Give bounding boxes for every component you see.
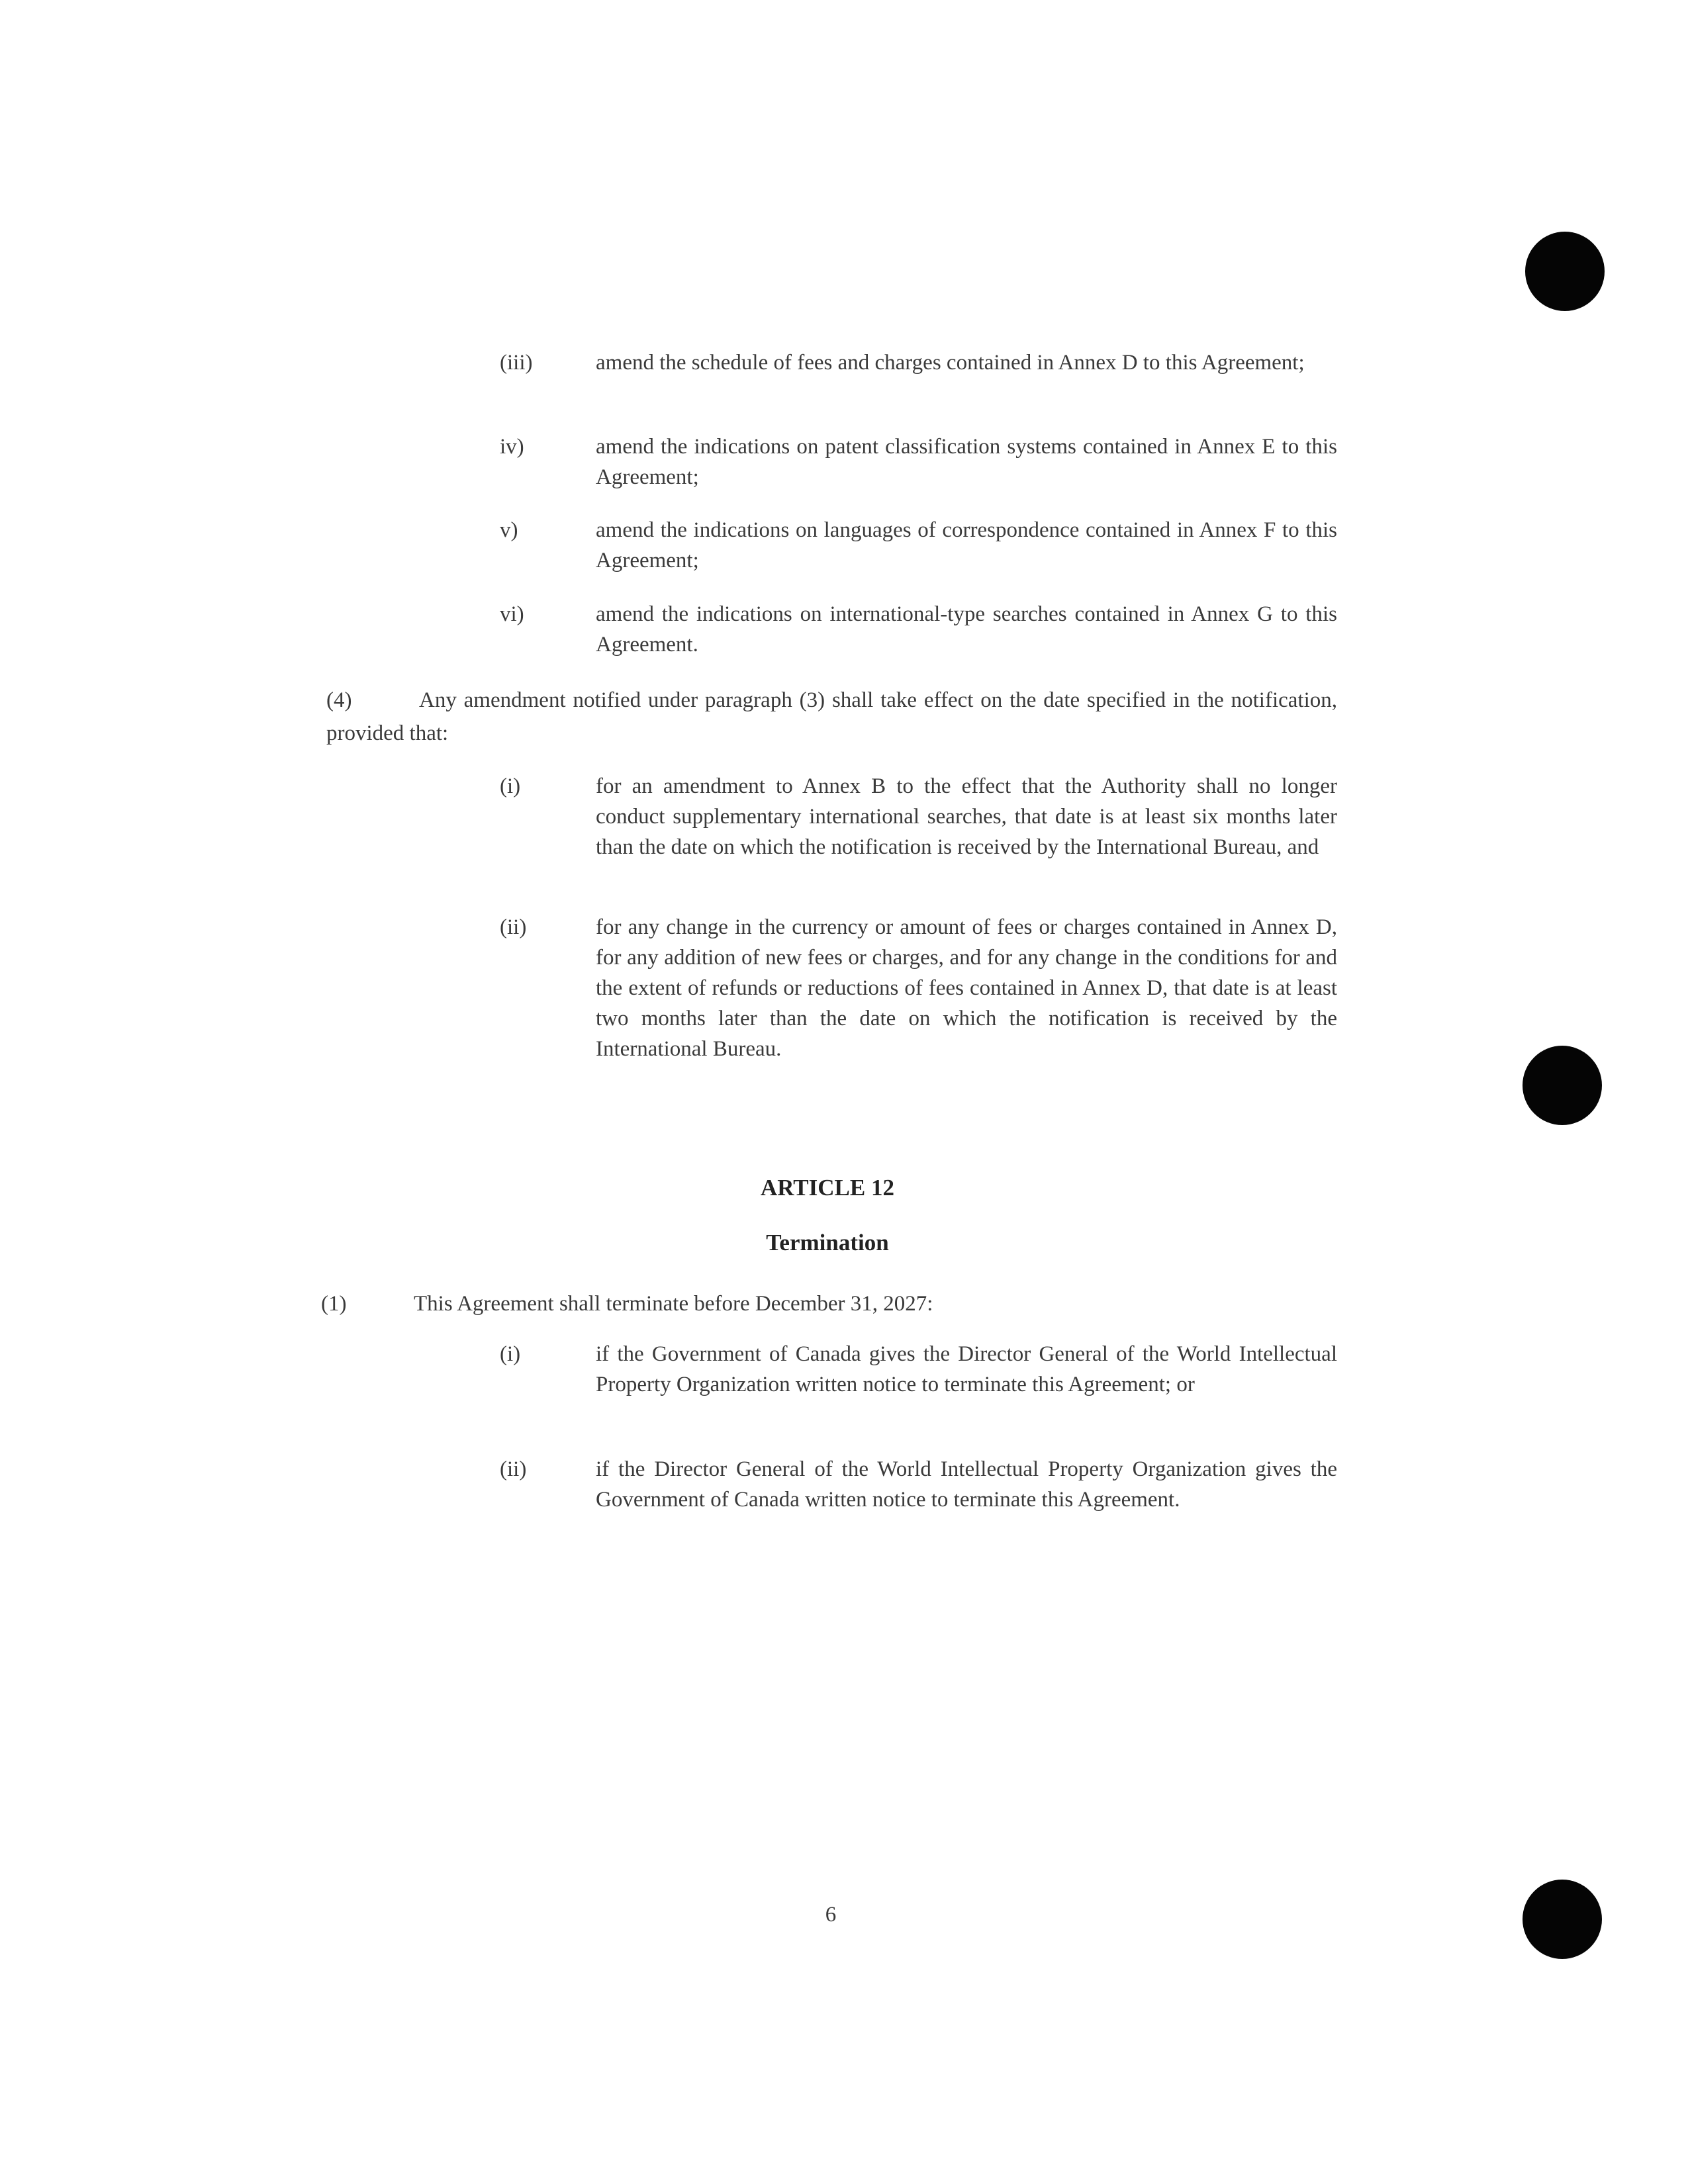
paragraph-4 [326, 684, 1337, 750]
paragraph-text: Any amendment notified under paragraph (3) shall take effect on the date specified in the notification, provided that: [326, 688, 1337, 745]
page-number: 6 [825, 1903, 837, 1927]
item-label: (i) [500, 1342, 521, 1366]
item-text: amend the indications on patent classification systems contained in Annex E to this Agreement; [596, 435, 1337, 489]
item-text: for any change in the currency or amount of fees or charges contained in Annex D, for any addition of new fees or charges, and for any change in the conditions for and the extent of refunds or reductions of fees contained in Annex D, that date is at least two months later than the date on which the notification is received by the International Bureau. [596, 915, 1337, 1061]
item-label: (iii) [500, 351, 533, 375]
item-text: for an amendment to Annex B to the effect that the Authority shall no longer conduct supplementary international searches, that date is at least six months later than the date on which the notification is received by the International Bureau, and [596, 774, 1337, 859]
article-heading: ARTICLE 12 [760, 1175, 894, 1201]
item-text: amend the schedule of fees and charges contained in Annex D to this Agreement; [596, 351, 1305, 375]
item-label: vi) [500, 602, 524, 626]
paragraph-1-number: (1) [321, 1292, 347, 1316]
paragraph-1-text: This Agreement shall terminate before December 31, 2027: [414, 1292, 933, 1316]
punch-hole-top [1525, 232, 1605, 311]
item-text: if the Director General of the World Intellectual Property Organization gives the Government of Canada written notice to terminate this Agreement. [596, 1457, 1337, 1512]
item-label: iv) [500, 435, 524, 459]
article-subheading: Termination [766, 1230, 889, 1255]
item-text: if the Government of Canada gives the Director General of the World Intellectual Property Organization written notice to terminate this Agreement; or [596, 1342, 1337, 1396]
item-label: (i) [500, 774, 521, 798]
item-text: amend the indications on languages of correspondence contained in Annex F to this Agreement; [596, 518, 1337, 572]
paragraph-number: (4) [326, 688, 352, 712]
punch-hole-middle [1523, 1046, 1602, 1125]
item-text: amend the indications on international-type searches contained in Annex G to this Agreement. [596, 602, 1337, 657]
item-label: (ii) [500, 915, 527, 939]
item-label: (ii) [500, 1457, 527, 1481]
item-label: v) [500, 518, 518, 542]
